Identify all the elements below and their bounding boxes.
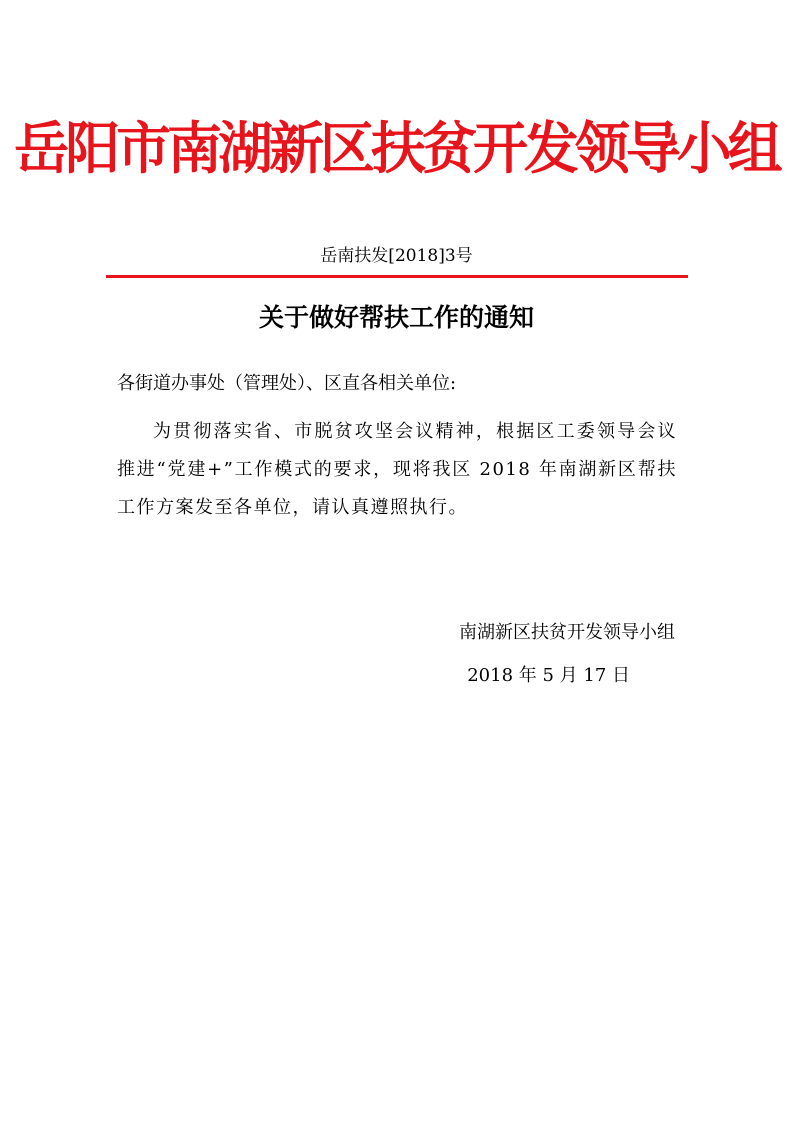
red-divider-line	[106, 275, 688, 278]
salutation: 各街道办事处（管理处）、区直各相关单位:	[117, 373, 457, 394]
notice-body-paragraph: 为贯彻落实省、市脱贫攻坚会议精神，根据区工委领导会议推进“党建+”工作模式的要求，现将我区 2018 年南湖新区帮扶工作方案发至各单位，请认真遵照执行。	[117, 421, 677, 518]
signature-date: 2018 年 5 月 17 日	[467, 665, 630, 686]
notice-title: 关于做好帮扶工作的通知	[258, 303, 534, 332]
document-number: 岳南扶发[2018]3号	[320, 246, 473, 266]
signature-organization: 南湖新区扶贫开发领导小组	[459, 622, 675, 643]
masthead-title: 岳阳市南湖新区扶贫开发领导小组	[14, 117, 779, 182]
